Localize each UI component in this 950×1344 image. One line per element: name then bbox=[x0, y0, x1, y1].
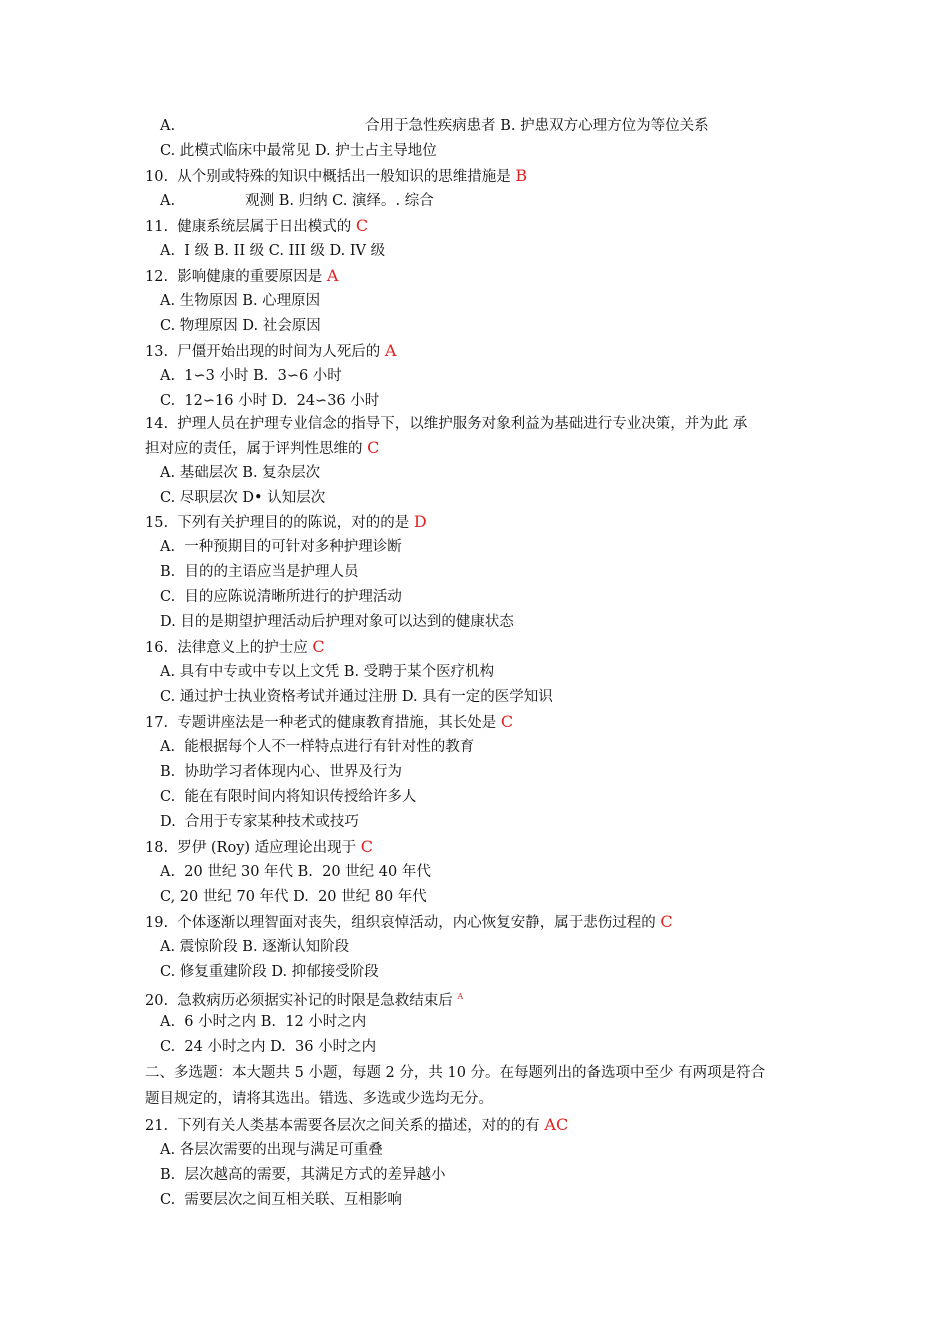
answer-key: A bbox=[457, 992, 464, 1001]
question-17: 17. 专题讲座法是一种老式的健康教育措施，其长处是 C bbox=[145, 712, 514, 731]
text-line: A. 具有中专或中专以上文凭 B. 受聘于某个医疗机构 bbox=[160, 664, 495, 680]
text-line: C. 需要层次之间互相关联、互相影响 bbox=[160, 1192, 402, 1208]
answer-key: B bbox=[515, 166, 528, 185]
text-line: A. 20 世纪 30 年代 B. 20 世纪 40 年代 bbox=[160, 864, 431, 880]
question-15: 15. 下列有关护理目的的陈说，对的的是 D bbox=[145, 512, 427, 531]
text-line: C. 通过护士执业资格考试并通过注册 D. 具有一定的医学知识 bbox=[160, 689, 553, 705]
text-line: A. 生物原因 B. 心理原因 bbox=[160, 293, 321, 309]
text-line: A. 各层次需要的出现与满足可重叠 bbox=[160, 1142, 383, 1158]
text-line: D. 合用于专家某种技术或技巧 bbox=[160, 814, 359, 830]
text-line: 题目规定的，请将其选出。错选、多选或少选均无分。 bbox=[145, 1091, 493, 1107]
text-line: A. I 级 B. II 级 C. III 级 D. IV 级 bbox=[160, 243, 386, 259]
text-line: A. 震惊阶段 B. 逐渐认知阶段 bbox=[160, 939, 350, 955]
answer-key: D bbox=[413, 512, 427, 531]
question-16: 16. 法律意义上的护士应 C bbox=[145, 637, 325, 656]
text-line: A. 能根据每个人不一样特点进行有针对性的教育 bbox=[160, 739, 475, 755]
question-10: 10. 从个别或特殊的知识中概括出一般知识的思维措施是 B bbox=[145, 166, 528, 185]
text-line: C. 物理原因 D. 社会原因 bbox=[160, 318, 321, 334]
section-heading: 二、多选题：本大题共 5 小题，每题 2 分，共 10 分。在每题列出的备选项中至少 有两项是符合 bbox=[145, 1065, 766, 1081]
question-18: 18. 罗伊 (Roy) 适应理论出现于 C bbox=[145, 837, 374, 856]
answer-key: C bbox=[355, 216, 369, 235]
question-11: 11. 健康系统层属于日出模式的 C bbox=[145, 216, 369, 235]
answer-key: C bbox=[312, 637, 325, 656]
text-line: A. 合用于急性疾病患者 B. 护患双方心理方位为等位关系 bbox=[160, 118, 709, 134]
text-line: C. 24 小时之内 D. 36 小时之内 bbox=[160, 1039, 377, 1055]
text-line: 担对应的责任，属于评判性思维的 C bbox=[145, 438, 380, 457]
question-20: 20. 急救病历必须据实补记的时限是急救结束后 $^A$ bbox=[145, 992, 464, 1009]
answer-key: AC bbox=[544, 1115, 569, 1134]
text-line: C. 12∽16 小时 D. 24∽36 小时 bbox=[160, 393, 380, 409]
answer-key: C bbox=[360, 837, 374, 856]
text-line: B. 层次越高的需要，其满足方式的差异越小 bbox=[160, 1167, 446, 1183]
text-line: C, 20 世纪 70 年代 D. 20 世纪 80 年代 bbox=[160, 889, 427, 905]
text-line: D. 目的是期望护理活动后护理对象可以达到的健康状态 bbox=[160, 614, 514, 630]
text-line: C. 尽职层次 D• 认知层次 bbox=[160, 490, 326, 506]
text-line: C. 此模式临床中最常见 D. 护士占主导地位 bbox=[160, 143, 437, 159]
question-21: 21. 下列有关人类基本需要各层次之间关系的描述，对的的有 AC bbox=[145, 1115, 569, 1134]
text-line: C. 目的应陈说清晰所进行的护理活动 bbox=[160, 589, 402, 605]
text-line: A. 6 小时之内 B. 12 小时之内 bbox=[160, 1014, 367, 1030]
text-line: A. 1∽3 小时 B. 3∽6 小时 bbox=[160, 368, 342, 384]
answer-key: C bbox=[660, 912, 673, 931]
question-13: 13. 尸僵开始出现的时间为人死后的 A bbox=[145, 341, 397, 360]
text-line: A. 观测 B. 归纳 C. 演绎。. 综合 bbox=[160, 193, 434, 209]
text-line: B. 协助学习者体现内心、世界及行为 bbox=[160, 764, 402, 780]
text-line: C. 修复重建阶段 D. 抑郁接受阶段 bbox=[160, 964, 379, 980]
text-line: A. 一种预期目的可针对多种护理诊断 bbox=[160, 539, 402, 555]
text-line: B. 目的的主语应当是护理人员 bbox=[160, 564, 359, 580]
question-14: 14. 护理人员在护理专业信念的指导下，以维护服务对象利益为基础进行专业决策，并为此 承 bbox=[145, 416, 748, 432]
answer-key: A bbox=[326, 266, 339, 285]
answer-key: C bbox=[500, 712, 514, 731]
answer-key: A bbox=[384, 341, 397, 360]
text-line: C. 能在有限时间内将知识传授给许多人 bbox=[160, 789, 417, 805]
question-19: 19. 个体逐渐以理智面对丧失，组织哀悼活动，内心恢复安静，属于悲伤过程的 C bbox=[145, 912, 673, 931]
text-line: A. 基础层次 B. 复杂层次 bbox=[160, 465, 321, 481]
answer-key: C bbox=[367, 438, 380, 457]
question-12: 12. 影响健康的重要原因是 A bbox=[145, 266, 339, 285]
